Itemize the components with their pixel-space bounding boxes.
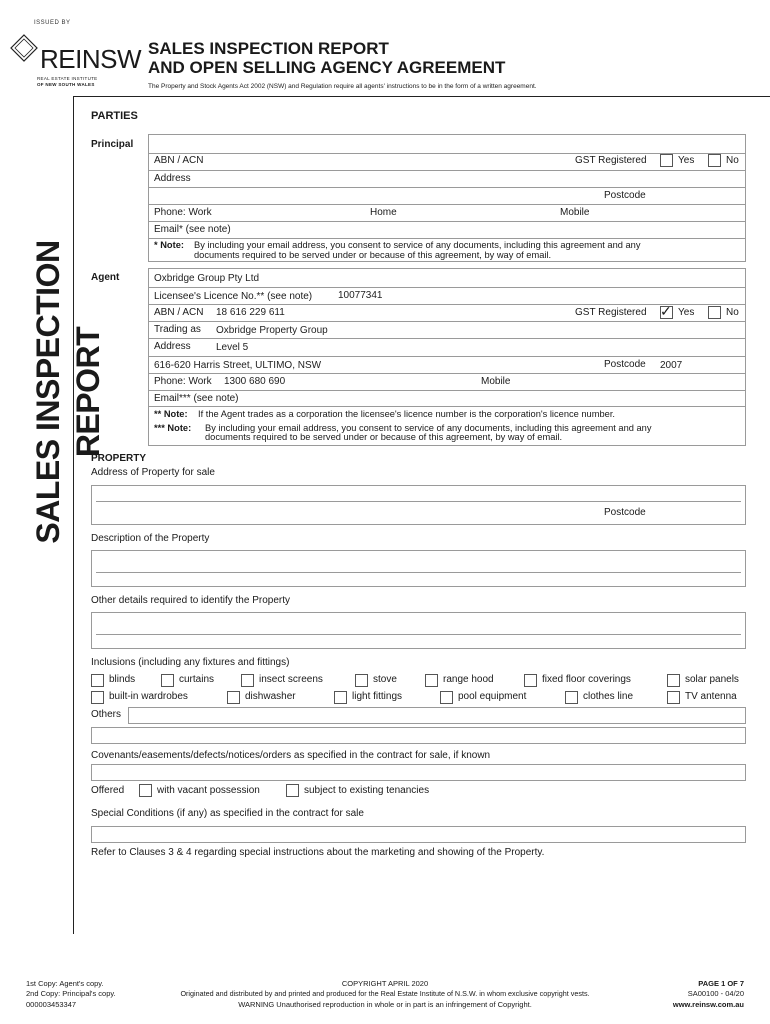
agent-label: Agent	[91, 272, 120, 283]
inclusion-checkbox-dishwasher[interactable]	[227, 691, 240, 704]
footer-doc-number: 000003453347	[26, 1000, 77, 1009]
row-divider	[96, 501, 741, 502]
property-address-label: Address of Property for sale	[91, 467, 215, 478]
row-divider	[148, 338, 746, 339]
inclusion-checkbox-pool-equipment[interactable]	[440, 691, 453, 704]
principal-mobile-label: Mobile	[560, 207, 590, 218]
inclusion-checkbox-curtains[interactable]	[161, 674, 174, 687]
inclusion-checkbox-fixed-floor-coverings[interactable]	[524, 674, 537, 687]
other-details-label: Other details required to identify the Property	[91, 595, 290, 606]
side-title: SALES INSPECTION REPORT	[30, 240, 106, 544]
inclusion-label: TV antenna	[685, 691, 737, 702]
principal-gst-no-checkbox[interactable]	[708, 154, 721, 167]
checkmark-icon: ✓	[660, 303, 672, 319]
footer-warning: WARNING Unauthorised reproduction in whole or in part is an infringement of Copyright.	[238, 1000, 532, 1009]
footer-distribution-text: Originated and distributed by and printed and produced for the Real Estate Institute of N.S.W. in whom exclusive copyright vests.	[180, 989, 590, 998]
agent-gst-no-label: No	[726, 307, 739, 318]
agent-gst-label: GST Registered	[575, 307, 647, 318]
inclusion-label: dishwasher	[245, 691, 296, 702]
row-divider	[148, 321, 746, 322]
row-divider	[148, 221, 746, 222]
agent-licence-value: 10077341	[338, 290, 383, 301]
refer-clauses-text: Refer to Clauses 3 & 4 regarding special instructions about the marketing and showing of the Property.	[91, 847, 545, 858]
agent-postcode-label: Postcode	[604, 359, 646, 370]
agent-abn-value: 18 616 229 611	[216, 307, 285, 318]
agent-note2-text: If the Agent trades as a corporation the licensee's licence number is the corporation's licence number.	[198, 409, 615, 419]
existing-tenancies-label: subject to existing tenancies	[304, 785, 430, 796]
inclusion-checkbox-tv-antenna[interactable]	[667, 691, 680, 704]
principal-postcode-label: Postcode	[604, 190, 646, 201]
parties-heading: PARTIES	[91, 110, 138, 122]
vacant-possession-checkbox[interactable]	[139, 784, 152, 797]
inclusion-label: light fittings	[352, 691, 403, 702]
agent-trading-value: Oxbridge Property Group	[216, 325, 328, 336]
inclusion-checkbox-range-hood[interactable]	[425, 674, 438, 687]
property-heading: PROPERTY	[91, 453, 147, 464]
special-conditions-input[interactable]	[91, 826, 746, 843]
inclusions-label: Inclusions (including any fixtures and fittings)	[91, 657, 290, 668]
inclusion-checkbox-blinds[interactable]	[91, 674, 104, 687]
document-title-line1: SALES INSPECTION REPORT	[148, 39, 389, 58]
others-input[interactable]	[128, 707, 746, 724]
agent-address-line2: 616-620 Harris Street, ULTIMO, NSW	[154, 360, 322, 371]
property-address-box[interactable]	[91, 485, 746, 525]
inclusion-label: built-in wardrobes	[109, 691, 188, 702]
inclusion-checkbox-light-fittings[interactable]	[334, 691, 347, 704]
principal-abn-label: ABN / ACN	[154, 155, 204, 166]
principal-address-label: Address	[154, 173, 191, 184]
row-divider	[148, 406, 746, 407]
principal-gst-yes-checkbox[interactable]	[660, 154, 673, 167]
row-divider	[148, 356, 746, 357]
row-divider	[148, 187, 746, 188]
principal-note-line1: By including your email address, you consent to service of any documents, including this agreement and any	[194, 240, 641, 250]
footer-page-number: PAGE 1 OF 7	[698, 979, 744, 988]
agent-trading-label: Trading as	[154, 324, 201, 335]
inclusion-label: fixed floor coverings	[542, 674, 631, 685]
agent-phone-work-label: Phone: Work	[154, 376, 212, 387]
agent-postcode-value: 2007	[660, 360, 683, 371]
agent-phone-work-value: 1300 680 690	[224, 376, 286, 387]
inclusion-label: curtains	[179, 674, 215, 685]
others-input-line2[interactable]	[91, 727, 746, 744]
inclusion-label: insect screens	[259, 674, 323, 685]
property-postcode-label: Postcode	[604, 507, 646, 518]
agent-note3-line1: By including your email address, you consent to service of any documents, including this agreement and any	[205, 423, 652, 433]
agent-gst-yes-label: Yes	[678, 307, 695, 318]
inclusion-checkbox-clothes-line[interactable]	[565, 691, 578, 704]
agent-licence-label: Licensee's Licence No.** (see note)	[154, 291, 313, 302]
inclusion-checkbox-insect-screens[interactable]	[241, 674, 254, 687]
covenants-label: Covenants/easements/defects/notices/orders as specified in the contract for sale, if known	[91, 750, 491, 761]
principal-label: Principal	[91, 139, 134, 150]
special-conditions-label: Special Conditions (if any) as specified in the contract for sale	[91, 808, 364, 819]
inclusion-label: stove	[373, 674, 397, 685]
inclusion-checkbox-built-in-wardrobes[interactable]	[91, 691, 104, 704]
issued-by-label: ISSUED BY	[34, 20, 71, 26]
principal-note-line2: documents required to be served under or because of this agreement, by way of email.	[194, 250, 552, 260]
principal-home-label: Home	[370, 207, 397, 218]
logo-subtext: REAL ESTATE INSTITUTE	[37, 76, 98, 81]
inclusion-checkbox-stove[interactable]	[355, 674, 368, 687]
footer-website-link[interactable]: www.reinsw.com.au	[672, 1000, 744, 1009]
row-divider	[148, 390, 746, 391]
agent-gst-no-checkbox[interactable]	[708, 306, 721, 319]
principal-phone-work-label: Phone: Work	[154, 207, 212, 218]
document-subtitle: The Property and Stock Agents Act 2002 (NSW) and Regulation require all agents' instructions to be in the form of a written agreement.	[148, 83, 537, 90]
inclusion-label: pool equipment	[458, 691, 527, 702]
footer-copy1: 1st Copy: Agent's copy.	[26, 979, 104, 988]
header-divider	[74, 96, 770, 97]
inclusion-label: clothes line	[583, 691, 634, 702]
row-divider	[148, 304, 746, 305]
agent-note3-line2: documents required to be served under or because of this agreement, by way of email.	[205, 432, 563, 442]
agent-address-value: Level 5	[216, 342, 249, 353]
row-divider	[96, 634, 741, 635]
description-box[interactable]	[91, 550, 746, 587]
logo-wordmark: REINSW	[40, 44, 141, 74]
offered-label: Offered	[91, 785, 125, 796]
agent-note2-label: ** Note:	[154, 409, 188, 419]
agent-address-label: Address	[154, 341, 191, 352]
row-divider	[148, 204, 746, 205]
footer-copy2: 2nd Copy: Principal's copy.	[26, 989, 116, 998]
row-divider	[148, 373, 746, 374]
principal-note-label: * Note:	[154, 240, 184, 250]
row-divider	[96, 572, 741, 573]
agent-email-label: Email*** (see note)	[154, 393, 239, 404]
principal-gst-no-label: No	[726, 155, 739, 166]
existing-tenancies-checkbox[interactable]	[286, 784, 299, 797]
document-title-line2: AND OPEN SELLING AGENCY AGREEMENT	[148, 58, 506, 77]
inclusion-label: blinds	[109, 674, 136, 685]
other-details-box[interactable]	[91, 612, 746, 649]
principal-email-label: Email* (see note)	[154, 224, 231, 235]
inclusion-checkbox-solar-panels[interactable]	[667, 674, 680, 687]
principal-gst-label: GST Registered	[575, 155, 647, 166]
row-divider	[148, 238, 746, 239]
row-divider	[148, 287, 746, 288]
covenants-input[interactable]	[91, 764, 746, 781]
left-margin-rule	[73, 96, 74, 934]
inclusion-label: range hood	[443, 674, 494, 685]
logo-subtext-bold: OF NEW SOUTH WALES	[37, 82, 95, 87]
footer-form-code: SA00100 - 04/20	[687, 989, 744, 998]
agent-mobile-label: Mobile	[481, 376, 511, 387]
row-divider	[148, 170, 746, 171]
vacant-possession-label: with vacant possession	[157, 785, 260, 796]
principal-gst-yes-label: Yes	[678, 155, 695, 166]
agent-abn-label: ABN / ACN	[154, 307, 204, 318]
reinsw-logo-icon	[10, 34, 38, 62]
agent-name-value: Oxbridge Group Pty Ltd	[154, 273, 260, 284]
inclusion-label: solar panels	[685, 674, 739, 685]
row-divider	[148, 153, 746, 154]
footer-copyright: COPYRIGHT APRIL 2020	[341, 979, 429, 988]
others-label: Others	[91, 709, 122, 720]
agent-note3-label: *** Note:	[154, 423, 192, 433]
description-label: Description of the Property	[91, 533, 210, 544]
